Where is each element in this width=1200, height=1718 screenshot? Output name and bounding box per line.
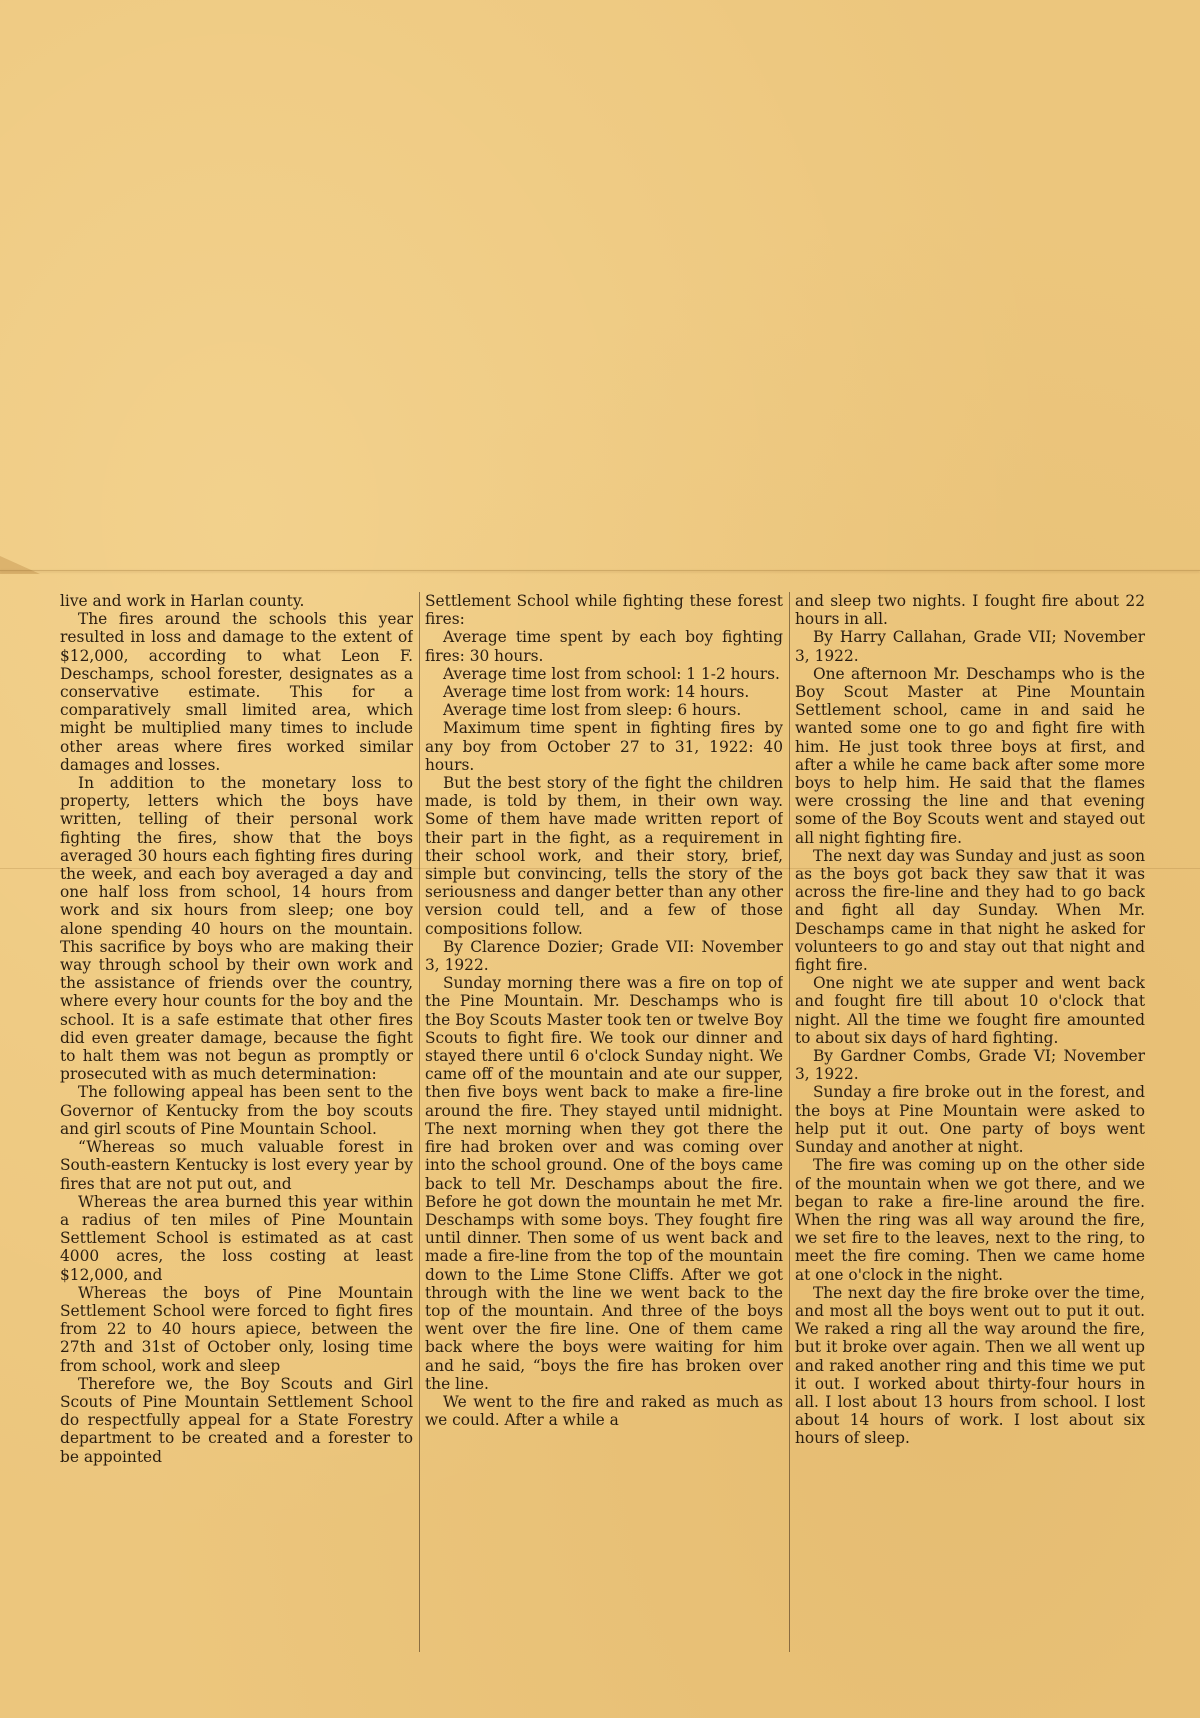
column-rule (789, 592, 790, 1652)
paragraph: and sleep two nights. I fought fire about 22 hours in all. (795, 592, 1145, 629)
article-columns (60, 592, 1145, 1652)
paragraph: The following appeal has been sent to the Governor of Kentucky from the boy scouts and girl scouts of Pine Mountain School. (60, 1083, 413, 1138)
paragraph: One afternoon Mr. Deschamps who is the Boy Scout Master at Pine Mountain Settlement school, came in and said he wanted some one to go and fight fire with him. He just took three boys at first, and after a while he came back after some more boys to help him. He said that the flames were crossing the line and that evening some of the Boy Scouts went and stayed out all night fighting fire. (795, 664, 1145, 847)
paragraph: Average time lost from school: 1 1-2 hours. (443, 664, 780, 683)
paragraph: Average time spent by each boy fighting fires: 30 hours. (425, 628, 783, 665)
paragraph: Average time lost from sleep: 6 hours. (443, 701, 742, 720)
paragraph: Sunday a fire broke out in the forest, and the boys at Pine Mountain were asked to help put it out. One party of boys went Sunday and another at night. (795, 1083, 1145, 1157)
paragraph: live and work in Harlan county. (60, 592, 305, 610)
byline: By Gardner Combs, Grade VI; November 3, 1922. (795, 1047, 1145, 1084)
paragraph: In addition to the monetary loss to property, letters which the boys have written, telling of their personal work fighting the fires, show that the boys averaged 30 hours each fighting fires during the week, and each boy averaged a day and one half loss from school, 14 hours from work and six hours from sleep; one boy alone spending 40 hours on the mountain. This sacrifice by boys who are making their way through school by their own work and the assistance of friends over the country, where every hour counts for the boy and the school. It is a safe estimate that other fires did even greater damage, because the fight to halt them was not begun as promptly or prosecuted with as much determination: (60, 774, 413, 1084)
paragraph: Whereas the boys of Pine Mountain Settlement School were forced to fight fires from 22 to 40 hours apiece, between the 27th and 31st of October only, losing time from school, work and sleep (60, 1283, 413, 1375)
column-rule (419, 592, 420, 1652)
paragraph: Sunday morning there was a fire on top of the Pine Mountain. Mr. Deschamps who is the Boy Scouts Master took ten or twelve Boy Scouts to fight fire. We took our dinner and stayed there until 6 o'clock Sunday night. We came off of the mountain and ate our supper, then five boys went back to make a fire-line around the fire. They stayed until midnight. The next morning when they got there the fire had broken over and was coming over into the school ground. One of the boys came back to tell Mr. Deschamps about the fire. Before he got down the mountain he met Mr. Deschamps with some boys. They fought fire until dinner. Then some of us went back and made a fire-line from the top of the mountain down to the Lime Stone Cliffs. After we got through with the line we went back to the top of the mountain. And three of the boys went over the fire line. One of them came back where the boys were waiting for him and he said, “boys the fire has broken over the line. (425, 974, 783, 1393)
column-2 (425, 592, 783, 1652)
paragraph: Maximum time spent in fighting fires by any boy from October 27 to 31, 1922: 40 hours. (425, 719, 783, 774)
folded-corner (0, 556, 40, 574)
paragraph: The fires around the schools this year resulted in loss and damage to the extent of $12,000, according to what Leon F. Deschamps, school forester, designates as a conservative estimate. This for a comparatively small limited area, which might be multiplied many times to include other areas where fires worked similar damages and losses. (60, 610, 413, 774)
byline: By Harry Callahan, Grade VII; November 3, 1922. (795, 628, 1145, 665)
paragraph: We went to the fire and raked as much as we could. After a while a (425, 1392, 783, 1430)
column-3 (795, 592, 1145, 1652)
paragraph: The next day was Sunday and just as soon as the boys got back they saw that it was across the fire-line and they had to go back and fight all day Sunday. When Mr. Deschamps came in that night he asked for volunteers to go and stay out that night and fight fire. (795, 846, 1145, 975)
paragraph: But the best story of the fight the children made, is told by them, in their own way. Some of them have made written report of their part in the fight, as a requirement in their school work, and their story, brief, simple but convincing, tells the story of the seriousness and danger better than any other version could tell, and a few of those compositions follow. (425, 774, 783, 938)
paragraph: One night we ate supper and went back and fought fire till about 10 o'clock that night. All the time we fought fire amounted to about six days of hard fighting. (795, 974, 1145, 1047)
paragraph: Average time lost from work: 14 hours. (443, 683, 750, 702)
paragraph: Therefore we, the Boy Scouts and Girl Scouts of Pine Mountain Settlement School do respectfully appeal for a State Forestry department to be created and a forester to be appointed (60, 1374, 413, 1466)
paragraph: The next day the fire broke over the time, and most all the boys went out to put it out. We raked a ring all the way around the fire, but it broke over again. Then we all went up and raked another ring and this time we put it out. I worked about thirty-four hours in all. I lost about 13 hours from school. I lost about 14 hours of work. I lost about six hours of sleep. (795, 1283, 1145, 1448)
column-1 (60, 592, 413, 1652)
paragraph: The fire was coming up on the other side of the mountain when we got there, and we began to rake a fire-line around the fire. When the ring was all way around the fire, we set fire to the leaves, next to the ring, to meet the fire coming. Then we came home at one o'clock in the night. (795, 1156, 1145, 1284)
fold-line (0, 570, 1200, 571)
paragraph: Whereas the area burned this year within a radius of ten miles of Pine Mountain Settlement School is estimated as at cast 4000 acres, the loss costing at least $12,000, and (60, 1192, 413, 1284)
paragraph: Settlement School while fighting these forest fires: (425, 592, 783, 629)
paragraph: “Whereas so much valuable forest in South-eastern Kentucky is lost every year by fires that are not put out, and (60, 1138, 413, 1193)
byline: By Clarence Dozier; Grade VII: November 3, 1922. (425, 937, 783, 975)
